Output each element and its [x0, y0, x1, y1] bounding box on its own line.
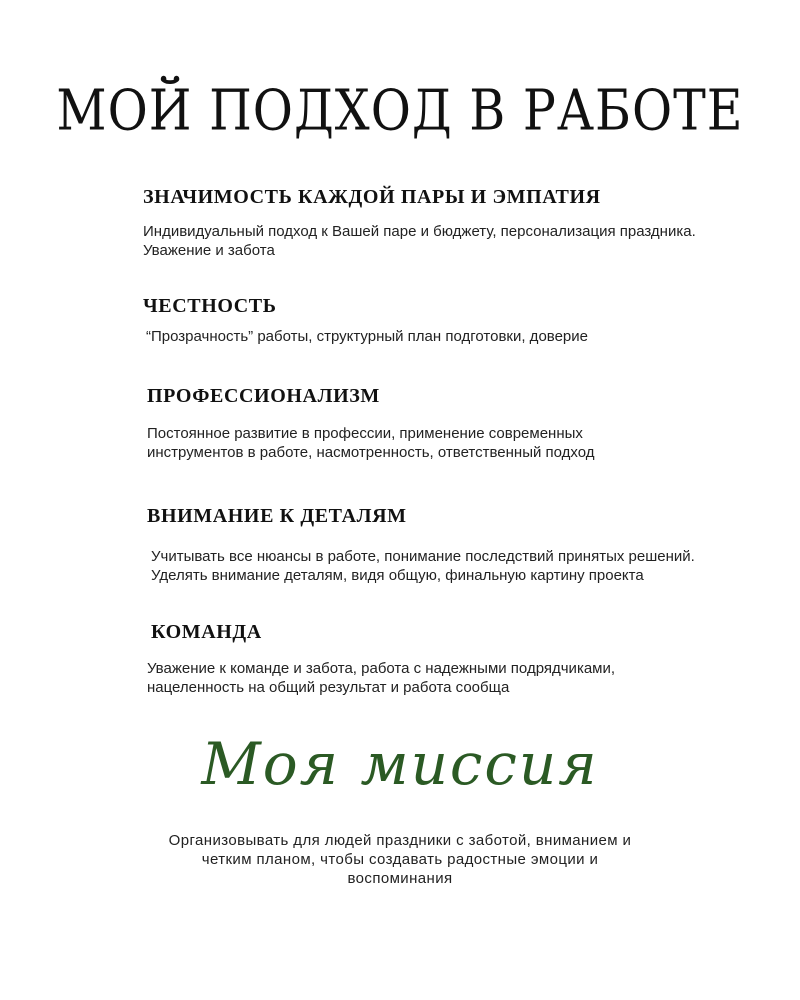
principle-heading-empathy: ЗНАЧИМОСТЬ КАЖДОЙ ПАРЫ И ЭМПАТИЯ [143, 186, 601, 208]
page-title: МОЙ ПОДХОД В РАБОТЕ [56, 77, 744, 144]
principle-text-empathy: Индивидуальный подход к Вашей паре и бюджету, персонализация праздника. Уважение и забота [143, 223, 696, 259]
principle-text-professionalism: Постоянное развитие в профессии, применение современных инструментов в работе, насмотренность, ответственный подход [147, 425, 595, 461]
principle-text-team: Уважение к команде и забота, работа с надежными подрядчиками, нацеленность на общий результат и работа сообща [147, 660, 616, 696]
principle-heading-professionalism: ПРОФЕССИОНАЛИЗМ [147, 385, 380, 407]
principle-text-attention-to-detail: Учитывать все нюансы в работе, понимание последствий принятых решений. Уделять внимание деталям, видя общую, финальную картину проекта [151, 548, 695, 584]
principle-heading-attention-to-detail: ВНИМАНИЕ К ДЕТАЛЯМ [147, 505, 407, 527]
principle-heading-team: КОМАНДА [151, 621, 262, 643]
mission-title: Моя миссия [201, 730, 599, 798]
mission-text: Организовывать для людей праздники с заботой, вниманием и четким планом, чтобы создавать радостные эмоции и воспоминания [168, 832, 632, 887]
principle-text-honesty: “Прозрачность” работы, структурный план подготовки, доверие [146, 328, 588, 345]
principle-heading-honesty: ЧЕСТНОСТЬ [143, 295, 277, 317]
